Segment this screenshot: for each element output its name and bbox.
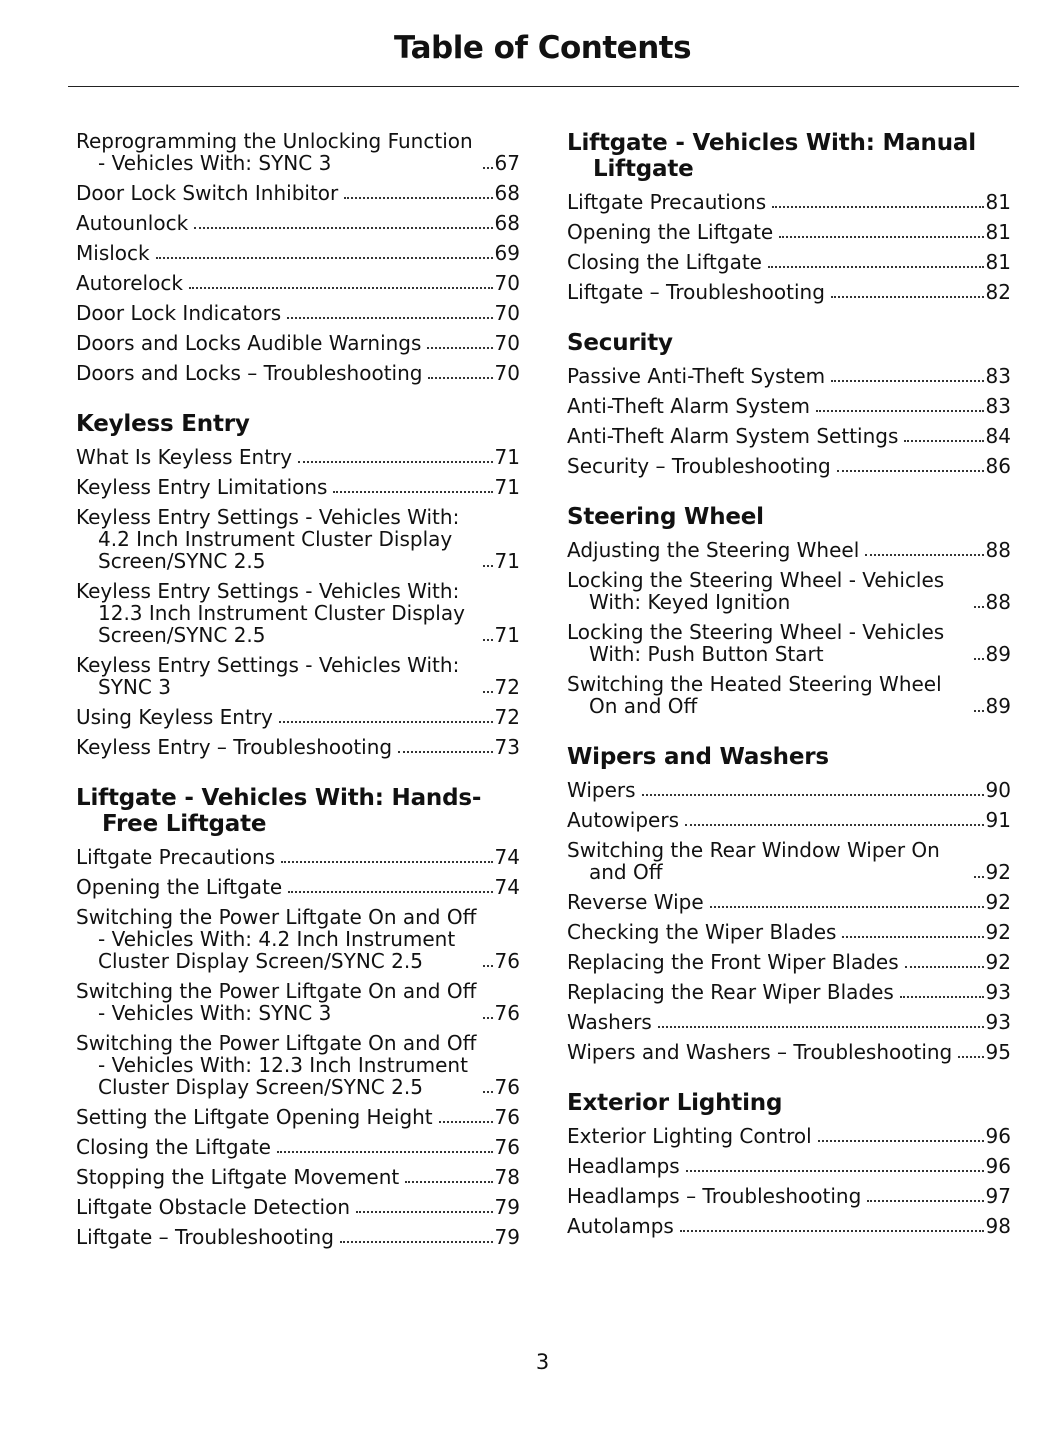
toc-entry-title: Autounlock <box>76 211 189 235</box>
toc-left-column <box>76 130 520 1275</box>
dot-leader <box>974 710 984 712</box>
dot-leader <box>398 751 492 753</box>
toc-entry-title: Headlamps – Troubleshooting <box>567 1184 862 1208</box>
dot-leader <box>818 1140 984 1142</box>
toc-entry-page: 74 <box>494 845 520 869</box>
dot-leader <box>831 380 983 382</box>
toc-entry-title: Liftgate Obstacle Detection <box>76 1195 351 1219</box>
toc-entry-title: Setting the Liftgate Opening Height <box>76 1105 433 1129</box>
toc-entry-title: Keyless Entry Settings - Vehicles With: 12.3 Inch Instrument Cluster Display Screen/SYNC 2.5 <box>76 579 465 647</box>
dot-leader <box>194 227 492 229</box>
toc-entry[interactable] <box>76 362 520 384</box>
toc-section <box>567 330 1011 477</box>
toc-entry-title: Door Lock Switch Inhibitor <box>76 181 339 205</box>
toc-entry-title: Replacing the Front Wiper Blades <box>567 950 899 974</box>
toc-entry[interactable] <box>567 673 1011 717</box>
toc-entry-page: 69 <box>494 241 520 265</box>
toc-entry[interactable] <box>76 1166 520 1188</box>
toc-entry[interactable] <box>76 876 520 898</box>
toc-entry[interactable] <box>76 706 520 728</box>
toc-section <box>76 411 520 758</box>
toc-entry-page: 79 <box>494 1225 520 1249</box>
toc-entry-title: Exterior Lighting Control <box>567 1124 812 1148</box>
toc-entry-page: 96 <box>985 1154 1011 1178</box>
toc-entry-title: Wipers <box>567 778 636 802</box>
toc-entry[interactable] <box>567 1215 1011 1237</box>
toc-entry-page: 81 <box>985 220 1011 244</box>
toc-section <box>567 130 1011 303</box>
toc-entry-title: Security – Troubleshooting <box>567 454 831 478</box>
dot-leader <box>865 554 983 556</box>
toc-entry-title: Opening the Liftgate <box>567 220 774 244</box>
toc-entry-title: Doors and Locks – Troubleshooting <box>76 361 423 385</box>
toc-entry-title: Switching the Power Liftgate On and Off - Vehicles With: 4.2 Inch Instrument Cluster Display Screen/SYNC 2.5 <box>76 905 477 973</box>
toc-entry-page: 71 <box>494 475 520 499</box>
toc-entry[interactable] <box>567 1125 1011 1147</box>
toc-entry-page: 72 <box>494 675 520 699</box>
toc-entry[interactable] <box>567 569 1011 613</box>
dot-leader <box>483 639 493 641</box>
toc-entry-title: Switching the Power Liftgate On and Off - Vehicles With: 12.3 Inch Instrument Cluster Display Screen/SYNC 2.5 <box>76 1031 477 1099</box>
dot-leader <box>428 377 492 379</box>
toc-entry-page: 98 <box>985 1214 1011 1238</box>
toc-entry[interactable] <box>567 455 1011 477</box>
page-number: 3 <box>535 1350 550 1374</box>
toc-entry[interactable] <box>567 251 1011 273</box>
toc-entry-page: 84 <box>985 424 1011 448</box>
toc-entry-page: 70 <box>494 331 520 355</box>
dot-leader <box>768 266 984 268</box>
toc-entry[interactable] <box>76 446 520 468</box>
toc-entry[interactable] <box>76 182 520 204</box>
dot-leader <box>281 861 492 863</box>
toc-entry-title: Replacing the Rear Wiper Blades <box>567 980 894 1004</box>
dot-leader <box>483 691 493 693</box>
toc-entry-page: 81 <box>985 190 1011 214</box>
toc-entry-title: Autowipers <box>567 808 679 832</box>
toc-entry-title: Liftgate – Troubleshooting <box>567 280 825 304</box>
toc-entry[interactable] <box>76 906 520 972</box>
section-heading: Liftgate - Vehicles With: Hands-Free Liftgate <box>76 785 482 837</box>
toc-entry-page: 68 <box>494 181 520 205</box>
dot-leader <box>685 824 984 826</box>
dot-leader <box>288 891 492 893</box>
toc-section <box>567 744 1011 1063</box>
toc-entry-title: Headlamps <box>567 1154 680 1178</box>
dot-leader <box>974 606 984 608</box>
toc-entry-page: 71 <box>494 549 520 573</box>
toc-entry-title: Switching the Power Liftgate On and Off - Vehicles With: SYNC 3 <box>76 979 477 1025</box>
toc-entry-page: 71 <box>494 445 520 469</box>
toc-section <box>76 785 520 1248</box>
toc-entry-title: Reverse Wipe <box>567 890 704 914</box>
toc-entry-title: Closing the Liftgate <box>76 1135 271 1159</box>
toc-entry-title: Opening the Liftgate <box>76 875 283 899</box>
toc-entry-page: 79 <box>494 1195 520 1219</box>
toc-entry-page: 83 <box>985 364 1011 388</box>
toc-entry-title: Adjusting the Steering Wheel <box>567 538 860 562</box>
toc-entry-title: Using Keyless Entry <box>76 705 273 729</box>
toc-entry-page: 68 <box>494 211 520 235</box>
toc-section-intro <box>76 130 520 384</box>
toc-entry-page: 88 <box>985 590 1011 614</box>
dot-leader <box>277 1151 493 1153</box>
toc-entry[interactable] <box>567 951 1011 973</box>
toc-entry-title: Keyless Entry Limitations <box>76 475 328 499</box>
toc-entry[interactable] <box>567 395 1011 417</box>
toc-entry-page: 89 <box>985 642 1011 666</box>
toc-entry[interactable] <box>567 221 1011 243</box>
dot-leader <box>483 565 493 567</box>
toc-entry[interactable] <box>567 891 1011 913</box>
toc-entry[interactable] <box>76 1226 520 1248</box>
toc-entry[interactable] <box>76 272 520 294</box>
toc-entry[interactable] <box>76 736 520 758</box>
dot-leader <box>279 721 493 723</box>
section-heading: Steering Wheel <box>567 504 764 530</box>
toc-entry[interactable] <box>76 1196 520 1218</box>
toc-entry-title: Keyless Entry Settings - Vehicles With: 4.2 Inch Instrument Cluster Display Screen/SYNC 2.5 <box>76 505 460 573</box>
toc-entry[interactable] <box>76 302 520 324</box>
toc-entry-page: 76 <box>494 1075 520 1099</box>
section-heading: Exterior Lighting <box>567 1090 783 1116</box>
toc-entry-page: 92 <box>985 950 1011 974</box>
section-heading: Keyless Entry <box>76 411 250 437</box>
toc-entry[interactable] <box>567 779 1011 801</box>
section-heading: Security <box>567 330 673 356</box>
toc-entry-title: Autorelock <box>76 271 183 295</box>
toc-entry-title: Switching the Heated Steering Wheel On and Off <box>567 672 942 718</box>
dot-leader <box>287 317 492 319</box>
title-divider <box>68 86 1019 87</box>
toc-entry[interactable] <box>76 332 520 354</box>
toc-entry-title: Doors and Locks Audible Warnings <box>76 331 422 355</box>
toc-entry-title: Checking the Wiper Blades <box>567 920 837 944</box>
toc-entry-title: Liftgate Precautions <box>76 845 276 869</box>
toc-entry-title: Switching the Rear Window Wiper On and Off <box>567 838 940 884</box>
toc-entry[interactable] <box>567 365 1011 387</box>
dot-leader <box>356 1211 493 1213</box>
toc-entry-title: Liftgate – Troubleshooting <box>76 1225 334 1249</box>
dot-leader <box>439 1121 493 1123</box>
toc-entry[interactable] <box>76 1106 520 1128</box>
dot-leader <box>867 1200 983 1202</box>
toc-entry-page: 76 <box>494 1135 520 1159</box>
toc-entry-title: Anti-Theft Alarm System <box>567 394 811 418</box>
toc-entry[interactable] <box>567 1011 1011 1033</box>
dot-leader <box>483 1091 493 1093</box>
toc-entry[interactable] <box>567 191 1011 213</box>
toc-entry-page: 86 <box>985 454 1011 478</box>
toc-entry[interactable] <box>76 476 520 498</box>
toc-entry[interactable] <box>567 981 1011 1003</box>
dot-leader <box>837 470 984 472</box>
toc-entry-page: 73 <box>494 735 520 759</box>
dot-leader <box>427 347 492 349</box>
dot-leader <box>842 936 983 938</box>
toc-entry-title: Passive Anti-Theft System <box>567 364 826 388</box>
toc-entry[interactable] <box>76 212 520 234</box>
toc-entry[interactable] <box>567 809 1011 831</box>
dot-leader <box>905 966 984 968</box>
toc-entry-page: 88 <box>985 538 1011 562</box>
toc-entry-title: Autolamps <box>567 1214 674 1238</box>
dot-leader <box>779 236 983 238</box>
toc-entry-title: Reprogramming the Unlocking Function - Vehicles With: SYNC 3 <box>76 129 473 175</box>
toc-entry[interactable] <box>567 281 1011 303</box>
toc-entry-title: Mislock <box>76 241 150 265</box>
toc-entry-page: 95 <box>985 1040 1011 1064</box>
toc-entry-page: 70 <box>494 301 520 325</box>
toc-entry-page: 72 <box>494 705 520 729</box>
dot-leader <box>904 440 983 442</box>
toc-entry-page: 76 <box>494 1001 520 1025</box>
toc-entry[interactable] <box>76 506 520 572</box>
dot-leader <box>831 296 984 298</box>
toc-entry-page: 71 <box>494 623 520 647</box>
toc-entry-page: 83 <box>985 394 1011 418</box>
toc-entry-title: Keyless Entry Settings - Vehicles With: SYNC 3 <box>76 653 460 699</box>
dot-leader <box>483 1017 493 1019</box>
toc-entry[interactable] <box>567 1041 1011 1063</box>
toc-entry[interactable] <box>76 130 520 174</box>
toc-entry[interactable] <box>76 1136 520 1158</box>
toc-section <box>567 504 1011 717</box>
toc-entry-title: Washers <box>567 1010 652 1034</box>
toc-entry[interactable] <box>76 846 520 868</box>
dot-leader <box>900 996 984 998</box>
dot-leader <box>958 1056 983 1058</box>
dot-leader <box>772 206 983 208</box>
toc-entry[interactable] <box>567 1185 1011 1207</box>
dot-leader <box>344 197 492 199</box>
toc-entry-page: 91 <box>985 808 1011 832</box>
toc-entry-title: Closing the Liftgate <box>567 250 762 274</box>
toc-entry-page: 97 <box>985 1184 1011 1208</box>
dot-leader <box>642 794 984 796</box>
section-heading: Wipers and Washers <box>567 744 829 770</box>
toc-entry-page: 89 <box>985 694 1011 718</box>
toc-entry-page: 67 <box>494 151 520 175</box>
dot-leader <box>686 1170 984 1172</box>
toc-entry-title: Locking the Steering Wheel - Vehicles With: Keyed Ignition <box>567 568 945 614</box>
toc-entry-title: Keyless Entry – Troubleshooting <box>76 735 393 759</box>
toc-entry-title: Locking the Steering Wheel - Vehicles With: Push Button Start <box>567 620 945 666</box>
toc-section <box>567 1090 1011 1237</box>
dot-leader <box>816 410 984 412</box>
toc-entry-page: 96 <box>985 1124 1011 1148</box>
toc-entry[interactable] <box>76 654 520 698</box>
toc-entry-title: Wipers and Washers – Troubleshooting <box>567 1040 953 1064</box>
dot-leader <box>710 906 984 908</box>
dot-leader <box>483 965 493 967</box>
dot-leader <box>680 1230 984 1232</box>
toc-entry[interactable] <box>567 839 1011 883</box>
toc-entry-page: 93 <box>985 1010 1011 1034</box>
dot-leader <box>974 658 984 660</box>
dot-leader <box>483 167 493 169</box>
toc-entry-title: What Is Keyless Entry <box>76 445 293 469</box>
toc-right-column <box>567 130 1011 1264</box>
toc-entry[interactable] <box>76 242 520 264</box>
toc-entry[interactable] <box>76 1032 520 1098</box>
page-title: Table of Contents <box>393 30 692 66</box>
toc-entry[interactable] <box>76 980 520 1024</box>
toc-entry-title: Anti-Theft Alarm System Settings <box>567 424 899 448</box>
dot-leader <box>333 491 492 493</box>
toc-entry-page: 76 <box>494 1105 520 1129</box>
toc-entry-page: 93 <box>985 980 1011 1004</box>
toc-entry[interactable] <box>567 621 1011 665</box>
toc-entry[interactable] <box>567 539 1011 561</box>
dot-leader <box>189 287 493 289</box>
dot-leader <box>298 461 492 463</box>
toc-entry-page: 92 <box>985 920 1011 944</box>
dot-leader <box>405 1181 492 1183</box>
toc-entry[interactable] <box>76 580 520 646</box>
toc-entry-page: 92 <box>985 890 1011 914</box>
toc-entry-title: Stopping the Liftgate Movement <box>76 1165 400 1189</box>
toc-entry[interactable] <box>567 425 1011 447</box>
toc-entry-title: Liftgate Precautions <box>567 190 767 214</box>
toc-entry-page: 90 <box>985 778 1011 802</box>
toc-entry-page: 82 <box>985 280 1011 304</box>
dot-leader <box>156 257 493 259</box>
toc-entry-page: 78 <box>494 1165 520 1189</box>
toc-entry-page: 92 <box>985 860 1011 884</box>
toc-entry-page: 70 <box>494 361 520 385</box>
toc-entry-page: 70 <box>494 271 520 295</box>
dot-leader <box>340 1241 493 1243</box>
section-heading: Liftgate - Vehicles With: Manual Liftgate <box>567 130 976 182</box>
toc-entry[interactable] <box>567 1155 1011 1177</box>
dot-leader <box>974 876 984 878</box>
toc-entry-page: 81 <box>985 250 1011 274</box>
dot-leader <box>658 1026 984 1028</box>
toc-entry[interactable] <box>567 921 1011 943</box>
toc-entry-title: Door Lock Indicators <box>76 301 282 325</box>
toc-entry-page: 74 <box>494 875 520 899</box>
toc-entry-page: 76 <box>494 949 520 973</box>
